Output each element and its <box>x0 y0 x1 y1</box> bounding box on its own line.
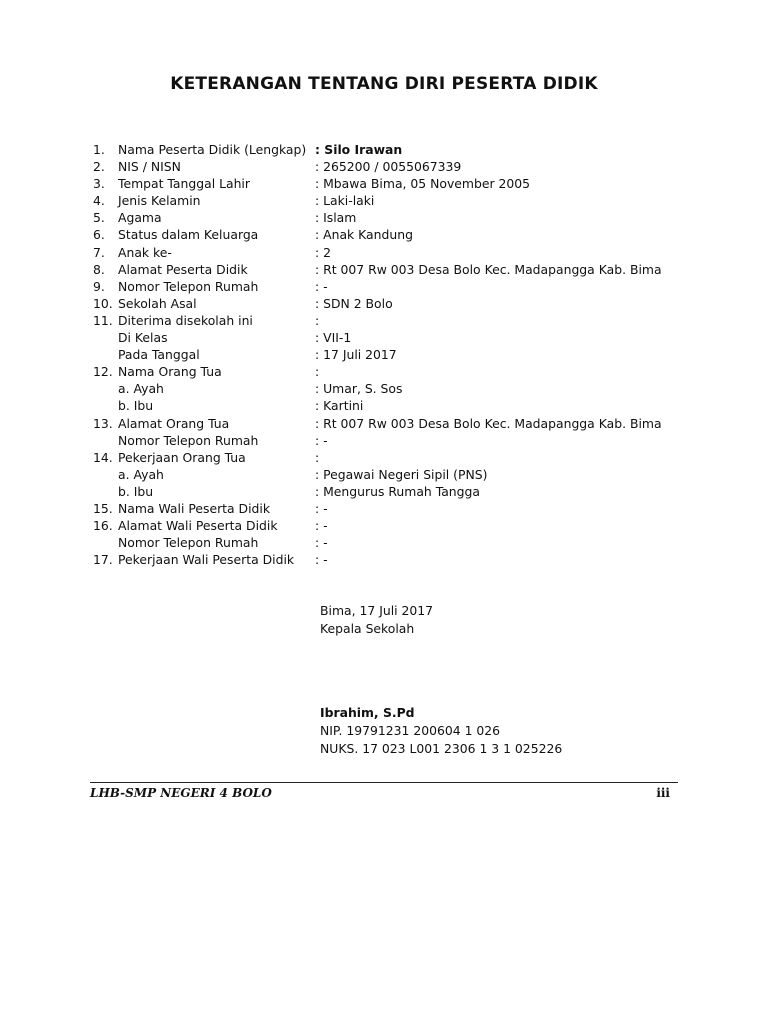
row-value: : - <box>315 432 328 448</box>
row-label: Nama Wali Peserta Didik <box>118 500 271 516</box>
row-label: Pekerjaan Orang Tua <box>118 449 246 465</box>
signature-name: Ibrahim, S.Pd <box>320 705 415 720</box>
row-number: 11. <box>93 312 113 328</box>
info-row <box>93 346 693 363</box>
row-value: : - <box>315 278 328 294</box>
row-label: Agama <box>118 210 162 226</box>
info-row <box>93 466 693 483</box>
row-value: : 2 <box>315 244 331 260</box>
row-number: 3. <box>93 176 105 192</box>
row-label: Nomor Telepon Rumah <box>118 278 259 294</box>
info-row <box>93 432 693 449</box>
row-number: 13. <box>93 415 113 431</box>
row-number: 6. <box>93 227 105 243</box>
row-value: : <box>315 449 320 465</box>
row-value: : <box>315 312 320 328</box>
row-value: : <box>315 364 320 380</box>
row-number: 14. <box>93 449 113 465</box>
row-number: 16. <box>93 518 113 534</box>
row-number: 10. <box>93 295 113 311</box>
row-label: Alamat Peserta Didik <box>118 261 248 277</box>
student-info-list <box>93 141 693 568</box>
row-label: NIS / NISN <box>118 159 181 175</box>
row-value: : Pegawai Negeri Sipil (PNS) <box>315 466 488 482</box>
info-row <box>93 551 693 568</box>
signature-nuks: NUKS. 17 023 L001 2306 1 3 1 025226 <box>320 741 563 756</box>
row-value: : Rt 007 Rw 003 Desa Bolo Kec. Madapangga Kab. Bima <box>315 415 662 431</box>
footer-page-number: iii <box>656 786 670 800</box>
row-value: : Silo Irawan <box>315 142 403 157</box>
row-label: Diterima disekolah ini <box>118 312 253 328</box>
info-row <box>93 449 693 466</box>
info-row <box>93 209 693 226</box>
row-value: : - <box>315 535 328 551</box>
row-label: Anak ke- <box>118 244 172 260</box>
row-number: 5. <box>93 210 105 226</box>
info-row <box>93 175 693 192</box>
row-value: : Umar, S. Sos <box>315 381 403 397</box>
page-title: KETERANGAN TENTANG DIRI PESERTA DIDIK <box>170 74 598 94</box>
row-label: Nama Orang Tua <box>118 364 222 380</box>
row-label: Alamat Wali Peserta Didik <box>118 518 278 534</box>
footer-divider <box>90 782 678 783</box>
row-label: Nomor Telepon Rumah <box>118 535 259 551</box>
row-label: Pada Tanggal <box>118 347 200 363</box>
row-value: : Mbawa Bima, 05 November 2005 <box>315 176 531 192</box>
info-row <box>93 226 693 243</box>
row-label: Nama Peserta Didik (Lengkap) <box>118 142 307 157</box>
row-number: 12. <box>93 364 113 380</box>
row-label: Nomor Telepon Rumah <box>118 432 259 448</box>
info-row <box>93 500 693 517</box>
row-label: Tempat Tanggal Lahir <box>118 176 250 192</box>
info-row <box>93 483 693 500</box>
row-value: : SDN 2 Bolo <box>315 295 393 311</box>
info-row <box>93 141 693 158</box>
row-value: : Anak Kandung <box>315 227 413 243</box>
row-number: 4. <box>93 193 105 209</box>
info-row <box>93 278 693 295</box>
row-value: : Rt 007 Rw 003 Desa Bolo Kec. Madapangga Kab. Bima <box>315 261 662 277</box>
info-row <box>93 534 693 551</box>
row-label: Sekolah Asal <box>118 295 197 311</box>
row-label: a. Ayah <box>118 466 164 482</box>
info-row <box>93 415 693 432</box>
row-value: : Islam <box>315 210 357 226</box>
row-value: : - <box>315 500 328 516</box>
signature-position: Kepala Sekolah <box>320 621 415 636</box>
row-value: : - <box>315 552 328 568</box>
info-row <box>93 158 693 175</box>
row-number: 9. <box>93 278 105 294</box>
row-label: Pekerjaan Wali Peserta Didik <box>118 552 295 568</box>
info-row <box>93 192 693 209</box>
info-row <box>93 363 693 380</box>
info-row <box>93 380 693 397</box>
info-row <box>93 397 693 414</box>
row-number: 1. <box>93 142 105 157</box>
row-number: 8. <box>93 261 105 277</box>
info-row <box>93 261 693 278</box>
info-row <box>93 517 693 534</box>
row-label: Di Kelas <box>118 330 168 346</box>
row-label: Status dalam Keluarga <box>118 227 259 243</box>
row-label: b. Ibu <box>118 398 154 414</box>
signature-place-date: Bima, 17 Juli 2017 <box>320 603 434 618</box>
row-number: 15. <box>93 500 113 516</box>
info-row <box>93 312 693 329</box>
row-value: : Laki-laki <box>315 193 375 209</box>
info-row <box>93 244 693 261</box>
row-number: 2. <box>93 159 105 175</box>
row-label: Jenis Kelamin <box>118 193 201 209</box>
row-value: : 265200 / 0055067339 <box>315 159 462 175</box>
row-number: 7. <box>93 244 105 260</box>
row-value: : VII-1 <box>315 330 352 346</box>
row-label: b. Ibu <box>118 483 154 499</box>
row-label: Alamat Orang Tua <box>118 415 230 431</box>
row-value: : Mengurus Rumah Tangga <box>315 483 480 499</box>
info-row <box>93 329 693 346</box>
row-value: : Kartini <box>315 398 364 414</box>
row-label: a. Ayah <box>118 381 164 397</box>
footer-school-label: LHB-SMP NEGERI 4 BOLO <box>90 786 272 800</box>
info-row <box>93 295 693 312</box>
row-value: : - <box>315 518 328 534</box>
signature-nip: NIP. 19791231 200604 1 026 <box>320 723 501 738</box>
row-number: 17. <box>93 552 113 568</box>
row-value: : 17 Juli 2017 <box>315 347 397 363</box>
